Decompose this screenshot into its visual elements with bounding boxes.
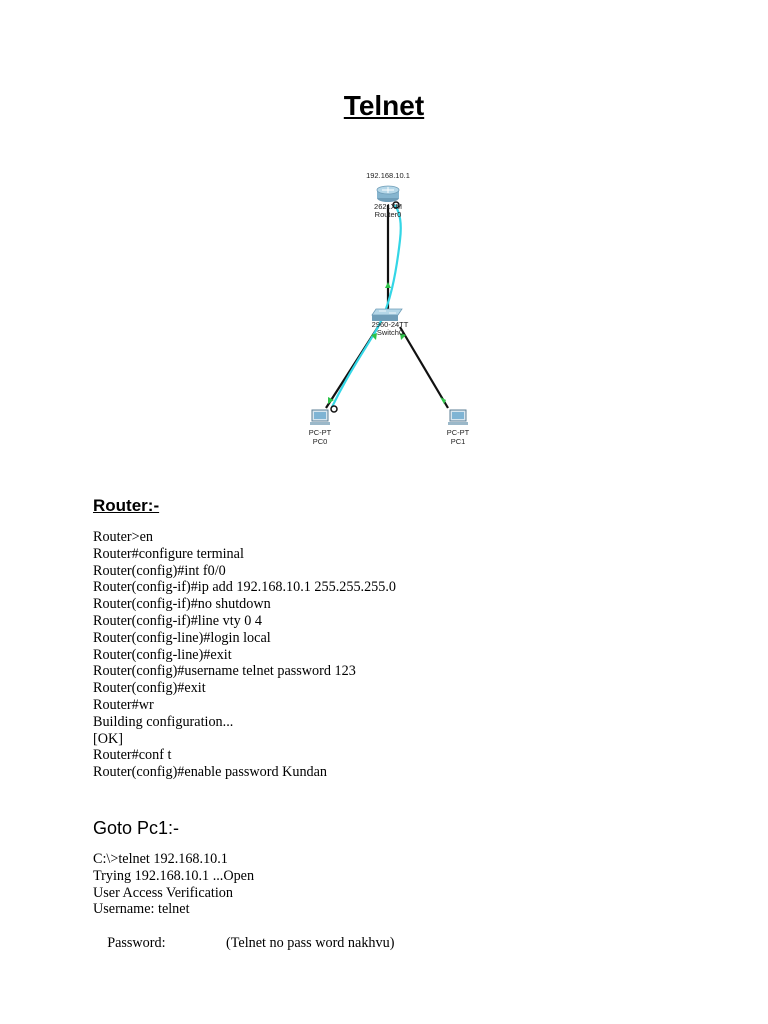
router-command-line: Router#configure terminal bbox=[93, 545, 244, 562]
router-model-label: 2621XM bbox=[374, 202, 402, 211]
pc0-type-label: PC-PT bbox=[308, 428, 332, 437]
pc-command-line: C:\>telnet 192.168.10.1 bbox=[93, 851, 228, 867]
packet-marker-pc0 bbox=[331, 406, 337, 412]
pc-section-heading: Goto Pc1:- bbox=[93, 818, 180, 838]
router-command-line: [OK] bbox=[93, 730, 123, 747]
router-command-list bbox=[93, 529, 396, 781]
router-command-line: Router#conf t bbox=[93, 747, 172, 764]
router-command-line: Router(config)#exit bbox=[93, 680, 206, 697]
telnet-path bbox=[332, 205, 404, 407]
router-command-line: Router(config-line)#login local bbox=[93, 629, 271, 646]
pc-command-line: Username: telnet bbox=[93, 901, 190, 918]
password-note: (Telnet no pass word nakhvu) bbox=[226, 934, 395, 951]
cable-switch-pc1 bbox=[400, 327, 448, 408]
pc0-name-label: PC0 bbox=[312, 437, 328, 446]
pc1-type-label: PC-PT bbox=[446, 428, 470, 437]
pc0-icon bbox=[310, 410, 330, 425]
router-command-line: Router(config)#int f0/0 bbox=[93, 562, 226, 579]
router-command-line: Router(config)#username telnet password 123 bbox=[93, 663, 356, 680]
link-light-router-bottom bbox=[385, 282, 391, 288]
router-command-line: Router(config-if)#line vty 0 4 bbox=[93, 612, 263, 629]
router-ip-label: 192.168.10.1 bbox=[366, 171, 410, 180]
router-command-line: Router#wr bbox=[93, 696, 154, 713]
router-command-line: Router(config-if)#no shutdown bbox=[93, 596, 271, 613]
pc-command-list bbox=[93, 851, 395, 969]
router-command-line: Router(config)#enable password Kundan bbox=[93, 764, 328, 781]
router-icon bbox=[377, 186, 399, 202]
router-command-line: Router(config-if)#ip add 192.168.10.1 255.255.255.0 bbox=[93, 579, 397, 596]
password-line bbox=[93, 918, 395, 968]
network-topology-diagram bbox=[290, 165, 490, 455]
switch-name-label: Switch0 bbox=[376, 328, 404, 337]
router-command-line: Building configuration... bbox=[93, 713, 234, 730]
pc1-icon bbox=[448, 410, 468, 425]
switch-model-label: 2960-24TT bbox=[371, 320, 409, 329]
router-command-line: Router>en bbox=[93, 529, 154, 545]
password-label: Password: bbox=[107, 934, 166, 951]
router-section-heading: Router:- bbox=[93, 496, 160, 515]
pc1-name-label: PC1 bbox=[450, 437, 466, 446]
pc-command-line: User Access Verification bbox=[93, 884, 233, 901]
page-title: Telnet bbox=[343, 90, 425, 121]
router-name-label: Router0 bbox=[374, 210, 402, 219]
pc-command-line: Trying 192.168.10.1 ...Open bbox=[93, 867, 255, 884]
router-command-line: Router(config-line)#exit bbox=[93, 646, 232, 663]
